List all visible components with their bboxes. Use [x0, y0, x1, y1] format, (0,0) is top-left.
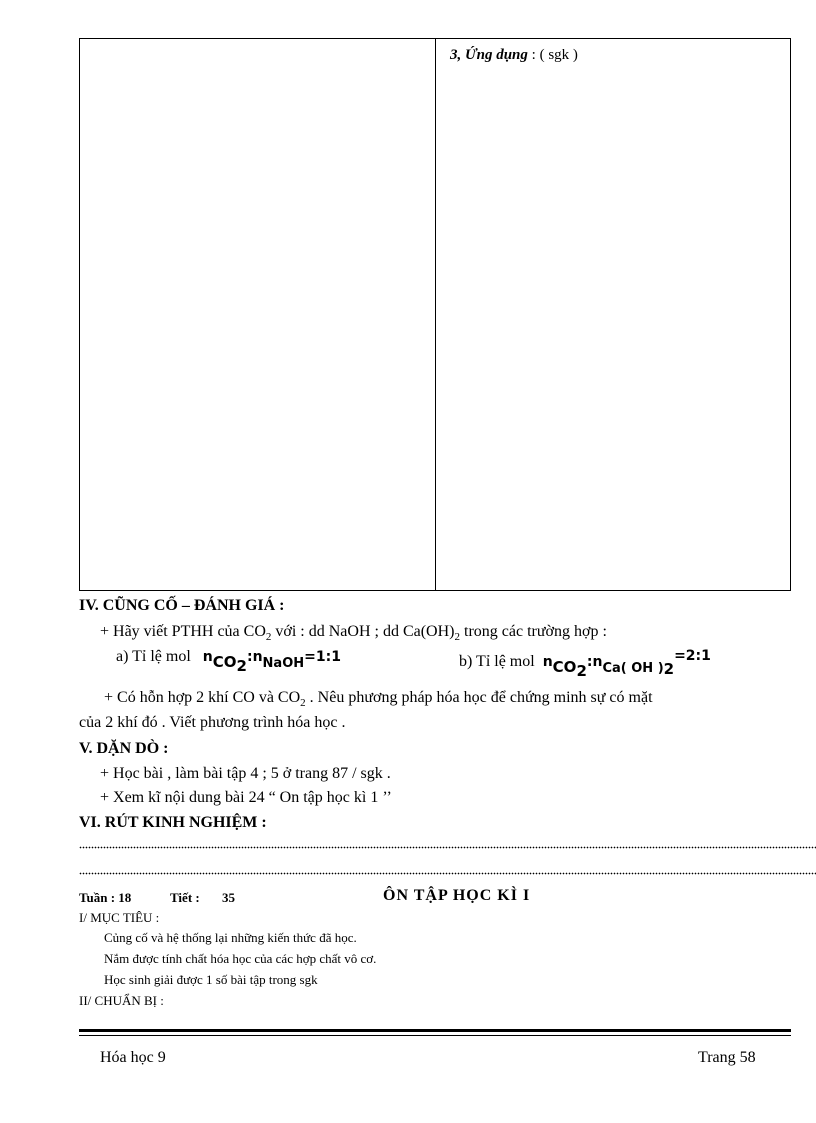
section-4-line-3: của 2 khí đó . Viết phương trình hóa học .: [79, 714, 346, 731]
section-6-heading: VI. RÚT KINH NGHIỆM :: [79, 814, 267, 831]
ratio-a-label: a) Tỉ lệ mol: [116, 648, 191, 665]
applications-label: 3, Ứng dụng: [450, 47, 528, 63]
formula-part: :n: [586, 654, 603, 670]
subscript: 2: [454, 631, 460, 644]
week-label: Tuần : 18: [79, 890, 132, 905]
ratio-a: [116, 648, 341, 675]
section-5-item-1: + Học bài , làm bài tập 4 ; 5 ở trang 87 / sgk .: [100, 765, 391, 782]
period-value: 35: [222, 890, 235, 905]
content-table: [79, 38, 791, 591]
formula-part: :n: [246, 649, 263, 665]
section-5-item-2: + Xem kĩ nội dung bài 24 “ On tập học kì 1 ’’: [100, 789, 392, 806]
text-part: + Hãy viết PTHH của CO: [100, 623, 266, 640]
subscript: 2: [300, 697, 306, 710]
section-4-line-2: [104, 689, 653, 709]
text-part: với : dd NaOH ; dd Ca(OH): [271, 623, 455, 640]
formula-part: CO: [552, 658, 577, 676]
formula-sub: [602, 661, 674, 676]
formula-part: =2:1: [674, 648, 711, 664]
table-right-cell: [450, 47, 578, 64]
dotted-line-2: [79, 872, 816, 875]
table-column-divider: [435, 39, 436, 590]
text-part: . Nêu phương pháp hóa học để chứng minh sự có mặt: [305, 689, 653, 706]
section-4-heading: IV. CŨNG CỐ – ĐÁNH GIÁ :: [79, 597, 285, 614]
formula-sub: 2: [663, 660, 675, 678]
objective-1: Củng cố và hệ thống lại những kiến thức đã học.: [104, 930, 357, 945]
formula-sub: 2: [576, 662, 587, 680]
formula-sub: [212, 653, 247, 675]
formula-part: Ca( OH ): [602, 661, 664, 676]
lesson-title: ÔN TẬP HỌC KÌ I: [383, 887, 531, 904]
ratio-b-label: b) Tỉ lệ mol: [459, 653, 535, 670]
ratio-b-formula: [542, 648, 711, 680]
ratio-b: [459, 648, 711, 680]
footer-page-number: Trang 58: [698, 1049, 756, 1066]
formula-part: n: [542, 654, 553, 670]
applications-text: : ( sgk ): [527, 47, 578, 63]
formula-part: CO: [212, 653, 237, 671]
ratio-a-formula: [202, 649, 341, 675]
dotted-line-1: [79, 846, 816, 849]
section-5-heading: V. DẶN DÒ :: [79, 740, 169, 757]
formula-part: n: [202, 649, 213, 665]
preparation-heading: II/ CHUẨN BỊ :: [79, 993, 164, 1008]
section-4-line-1: [100, 623, 607, 643]
formula-sub: [552, 658, 587, 680]
text-part: + Có hỗn hợp 2 khí CO và CO: [104, 689, 301, 706]
footer-rule-thin: [79, 1035, 791, 1036]
objective-3: Học sinh giải được 1 số bài tập trong sgk: [104, 972, 318, 987]
formula-part: =1:1: [304, 649, 341, 665]
period-label: Tiết :: [170, 890, 200, 905]
formula-sub: NaOH: [262, 656, 305, 671]
objectives-heading: I/ MỤC TIÊU :: [79, 910, 160, 925]
text-part: trong các trường hợp :: [460, 623, 607, 640]
formula-sub: 2: [236, 657, 247, 675]
footer-rule-thick: [79, 1029, 791, 1032]
subscript: 2: [265, 631, 272, 644]
footer-subject: Hóa học 9: [100, 1049, 166, 1066]
objective-2: Nắm được tính chất hóa học của các hợp chất vô cơ.: [104, 951, 377, 966]
